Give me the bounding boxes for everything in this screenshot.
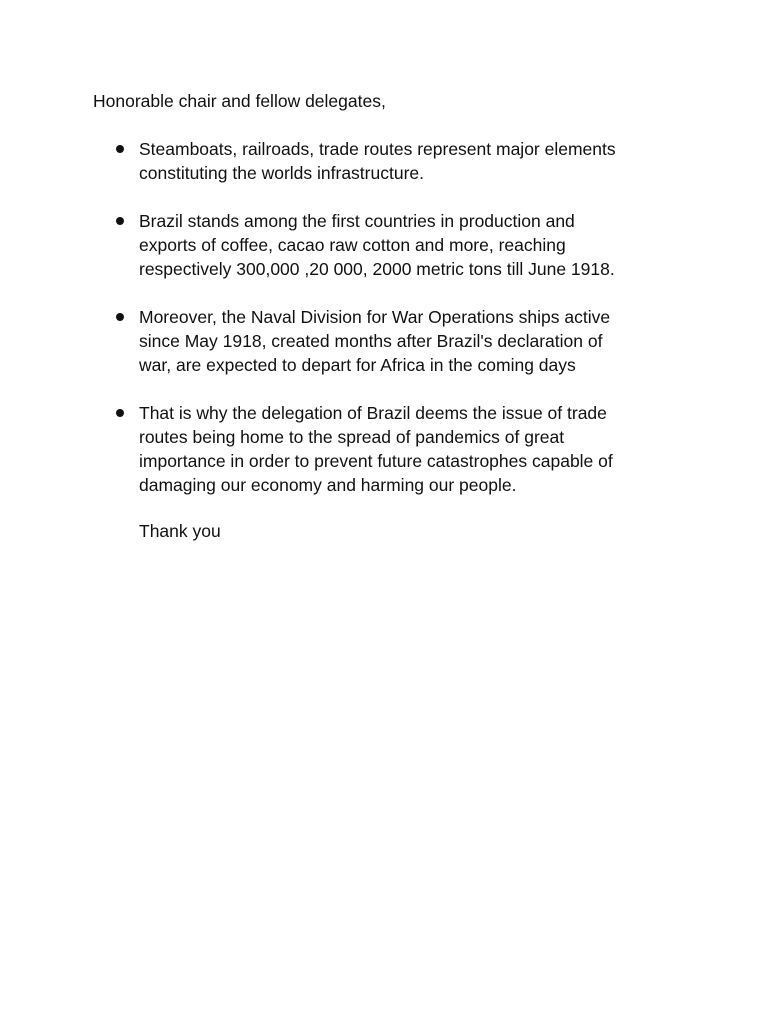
bullet-line: Steamboats, railroads, trade routes represent major elements: [139, 139, 616, 159]
bullet-line: routes being home to the spread of pandemics of great: [139, 427, 565, 447]
bullet-dot-icon: [116, 409, 124, 417]
bullet-line: That is why the delegation of Brazil deems the issue of trade: [139, 403, 607, 423]
salutation: Honorable chair and fellow delegates,: [93, 91, 386, 111]
bullet-line: exports of coffee, cacao raw cotton and more, reaching: [139, 235, 566, 255]
bullet-line: Brazil stands among the first countries in production and: [139, 211, 575, 231]
bullet-item: [0, 137, 768, 185]
bullet-dot-icon: [116, 145, 124, 153]
bullet-line: damaging our economy and harming our people.: [139, 475, 517, 495]
bullet-line: importance in order to prevent future catastrophes capable of: [139, 451, 613, 471]
bullet-list: [0, 137, 768, 521]
bullet-item: [0, 209, 768, 281]
bullet-item: [0, 305, 768, 377]
bullet-text: [139, 137, 728, 185]
bullet-line: since May 1918, created months after Brazil's declaration of: [139, 331, 603, 351]
bullet-dot-icon: [116, 217, 124, 225]
bullet-item: [0, 401, 768, 497]
bullet-line: respectively 300,000 ,20 000, 2000 metric tons till June 1918.: [139, 259, 615, 279]
bullet-text: [139, 305, 728, 377]
bullet-text: [139, 401, 728, 497]
bullet-text: [139, 209, 728, 281]
bullet-line: war, are expected to depart for Africa in the coming days: [139, 355, 576, 375]
closing-text: Thank you: [139, 521, 221, 541]
bullet-line: Moreover, the Naval Division for War Operations ships active: [139, 307, 611, 327]
bullet-dot-icon: [116, 313, 124, 321]
bullet-line: constituting the worlds infrastructure.: [139, 163, 424, 183]
